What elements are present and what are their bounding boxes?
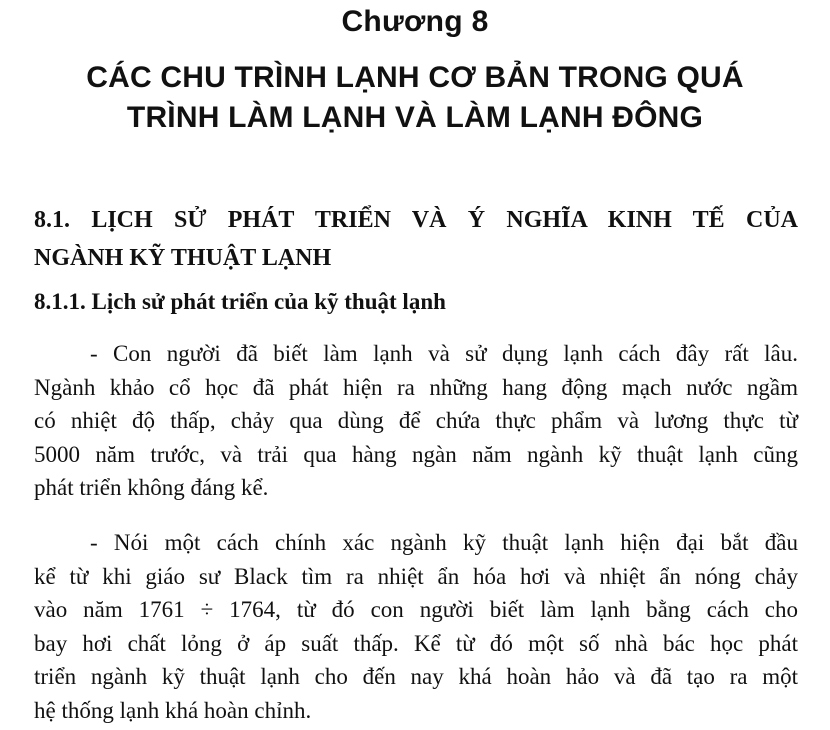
paragraph-line: phát triển không đáng kể. xyxy=(34,475,269,501)
section-heading xyxy=(34,201,798,277)
chapter-number: Chương 8 xyxy=(341,5,489,38)
paragraph-line: vào năm 1761 ÷ 1764, từ đó con người biết làm lạnh bằng cách cho xyxy=(34,597,798,623)
section-heading-line: 8.1. LỊCH SỬ PHÁT TRIỂN VÀ Ý NGHĨA KINH TẾ CỦA xyxy=(34,207,798,233)
chapter-title xyxy=(20,58,810,138)
paragraph-line: - Con người đã biết làm lạnh và sử dụng lạnh cách đây rất lâu. xyxy=(90,341,798,366)
paragraph-line: triển ngành kỹ thuật lạnh cho đến nay khá hoàn hảo và đã tạo ra một xyxy=(34,664,798,690)
paragraph-line: hệ thống lạnh khá hoàn chỉnh. xyxy=(34,697,312,723)
paragraph-line: - Nói một cách chính xác ngành kỹ thuật lạnh hiện đại bắt đầu xyxy=(90,530,798,555)
paragraph-line: Ngành khảo cổ học đã phát hiện ra những hang động mạch nước ngầm xyxy=(34,374,798,400)
chapter-title-line: TRÌNH LÀM LẠNH VÀ LÀM LẠNH ĐÔNG xyxy=(126,101,704,134)
chapter-title-line: CÁC CHU TRÌNH LẠNH CƠ BẢN TRONG QUÁ xyxy=(86,61,744,94)
section-heading-line: NGÀNH KỸ THUẬT LẠNH xyxy=(34,245,332,271)
paragraph xyxy=(34,526,798,728)
paragraph-line: kể từ khi giáo sư Black tìm ra nhiệt ẩn hóa hơi và nhiệt ẩn nóng chảy xyxy=(34,563,798,589)
paragraph-line: 5000 năm trước, và trải qua hàng ngàn năm ngành kỹ thuật lạnh cũng xyxy=(34,441,798,467)
paragraph xyxy=(34,337,798,505)
subsection-heading: 8.1.1. Lịch sử phát triển của kỹ thuật lạnh xyxy=(34,289,446,314)
paragraph-line: có nhiệt độ thấp, chảy qua dùng để chứa thực phẩm và lương thực từ xyxy=(34,408,798,434)
paragraph-line: bay hơi chất lỏng ở áp suất thấp. Kể từ đó một số nhà bác học phát xyxy=(34,630,798,656)
